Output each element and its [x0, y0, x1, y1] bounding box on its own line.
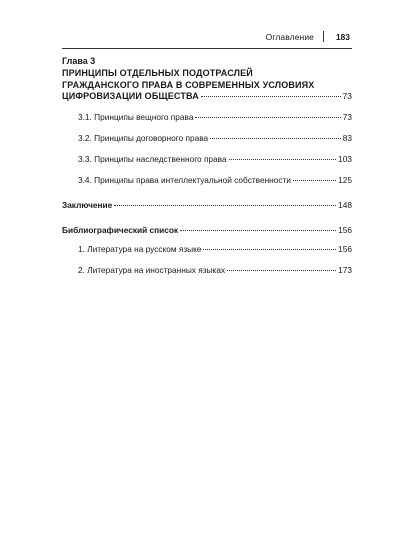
- dot-leader: [227, 270, 336, 271]
- header-page-number: 183: [335, 32, 350, 42]
- conclusion-page-number: 148: [338, 200, 352, 210]
- table-of-contents: [62, 54, 352, 275]
- conclusion-title: Заключение: [62, 200, 113, 210]
- chapter-page-number: 73: [342, 91, 352, 101]
- section-page-number: 103: [338, 154, 352, 164]
- toc-entry-conclusion[interactable]: [62, 200, 352, 210]
- toc-entry-section-3-1[interactable]: [62, 112, 352, 122]
- toc-entry-chapter-3[interactable]: [62, 91, 352, 101]
- bibliography-item-title: 2. Литература на иностранных языках: [78, 265, 226, 275]
- bibliography-page-number: 156: [338, 225, 352, 235]
- bibliography-item-title: 1. Литература на русском языке: [78, 244, 202, 254]
- toc-entry-bibliography[interactable]: [62, 225, 352, 235]
- section-title: 3.2. Принципы договорного права: [78, 133, 209, 143]
- section-page-number: 73: [342, 112, 352, 122]
- dot-leader: [293, 180, 336, 181]
- bibliography-item-page-number: 156: [338, 244, 352, 254]
- running-header: [62, 30, 352, 49]
- header-section-title: Оглавление: [265, 32, 314, 42]
- chapter-title-line-2: ГРАЖДАНСКОГО ПРАВА В СОВРЕМЕННЫХ УСЛОВИЯХ: [62, 80, 315, 90]
- dot-leader: [114, 205, 336, 206]
- toc-entry-section-3-2[interactable]: [62, 133, 352, 143]
- bibliography-item-page-number: 173: [338, 265, 352, 275]
- dot-leader: [195, 117, 340, 118]
- dot-leader: [180, 230, 336, 231]
- toc-entry-section-3-4[interactable]: [62, 175, 352, 185]
- section-title: 3.3. Принципы наследственного права: [78, 154, 227, 164]
- chapter-title-line-3: ЦИФРОВИЗАЦИИ ОБЩЕСТВА: [62, 91, 199, 101]
- section-title: 3.1. Принципы вещного права: [78, 112, 194, 122]
- bibliography-title: Библиографический список: [62, 225, 179, 235]
- toc-entry-bibliography-2[interactable]: [62, 265, 352, 275]
- dot-leader: [229, 159, 337, 160]
- chapter-label: Глава 3: [62, 56, 96, 66]
- toc-entry-bibliography-1[interactable]: [62, 244, 352, 254]
- toc-entry-section-3-3[interactable]: [62, 154, 352, 164]
- header-separator: [323, 31, 324, 42]
- dot-leader: [201, 96, 341, 97]
- section-page-number: 83: [342, 133, 352, 143]
- dot-leader: [203, 249, 336, 250]
- dot-leader: [210, 138, 341, 139]
- chapter-title-line-1: ПРИНЦИПЫ ОТДЕЛЬНЫХ ПОДОТРАСЛЕЙ: [62, 68, 253, 78]
- section-title: 3.4. Принципы права интеллектуальной собственности: [78, 175, 291, 185]
- section-page-number: 125: [338, 175, 352, 185]
